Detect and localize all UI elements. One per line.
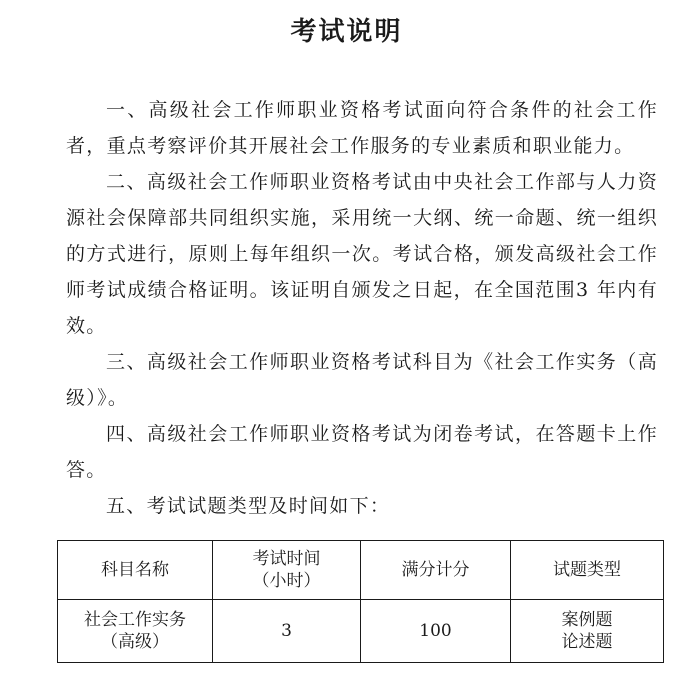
paragraph-2: 二、高级社会工作师职业资格考试由中央社会工作部与人力资源社会保障部共同组织实施，采用统一大纲、统一命题、统一组织的方式进行，原则上每年组织一次。考试合格，颁发高级社会工作师考试成绩合格证明。该证明自颁发之日起，在全国范围3 年内有效。	[66, 171, 658, 337]
cell-subject	[58, 600, 213, 663]
header-duration-line2: （小时）	[252, 571, 321, 591]
paragraph-3: 三、高级社会工作师职业资格考试科目为《社会工作实务（高级）》。	[66, 351, 658, 409]
header-duration	[213, 541, 361, 600]
cell-subject-line1: 社会工作实务	[84, 610, 186, 630]
cell-type-line1: 案例题	[561, 610, 613, 630]
paragraph-1: 一、高级社会工作师职业资格考试面向符合条件的社会工作者，重点考察评价其开展社会工作服务的专业素质和职业能力。	[66, 99, 658, 157]
paragraph-4: 四、高级社会工作师职业资格考试为闭卷考试，在答题卡上作答。	[66, 423, 658, 481]
cell-subject-line2: （高级）	[101, 632, 169, 652]
paragraph-5: 五、考试试题类型及时间如下：	[106, 495, 391, 517]
cell-duration: 3	[213, 600, 361, 663]
header-subject: 科目名称	[58, 541, 213, 600]
document-body	[66, 92, 658, 524]
header-question-type: 试题类型	[511, 541, 664, 600]
cell-type-line2: 论述题	[561, 632, 613, 652]
header-full-score: 满分计分	[361, 541, 511, 600]
table-header-row	[58, 541, 664, 600]
cell-full-score: 100	[361, 600, 511, 663]
exam-info-table	[57, 540, 664, 663]
cell-question-type	[511, 600, 664, 663]
header-duration-line1: 考试时间	[252, 549, 321, 569]
page-title: 考试说明	[290, 17, 403, 47]
table-row	[58, 600, 664, 663]
